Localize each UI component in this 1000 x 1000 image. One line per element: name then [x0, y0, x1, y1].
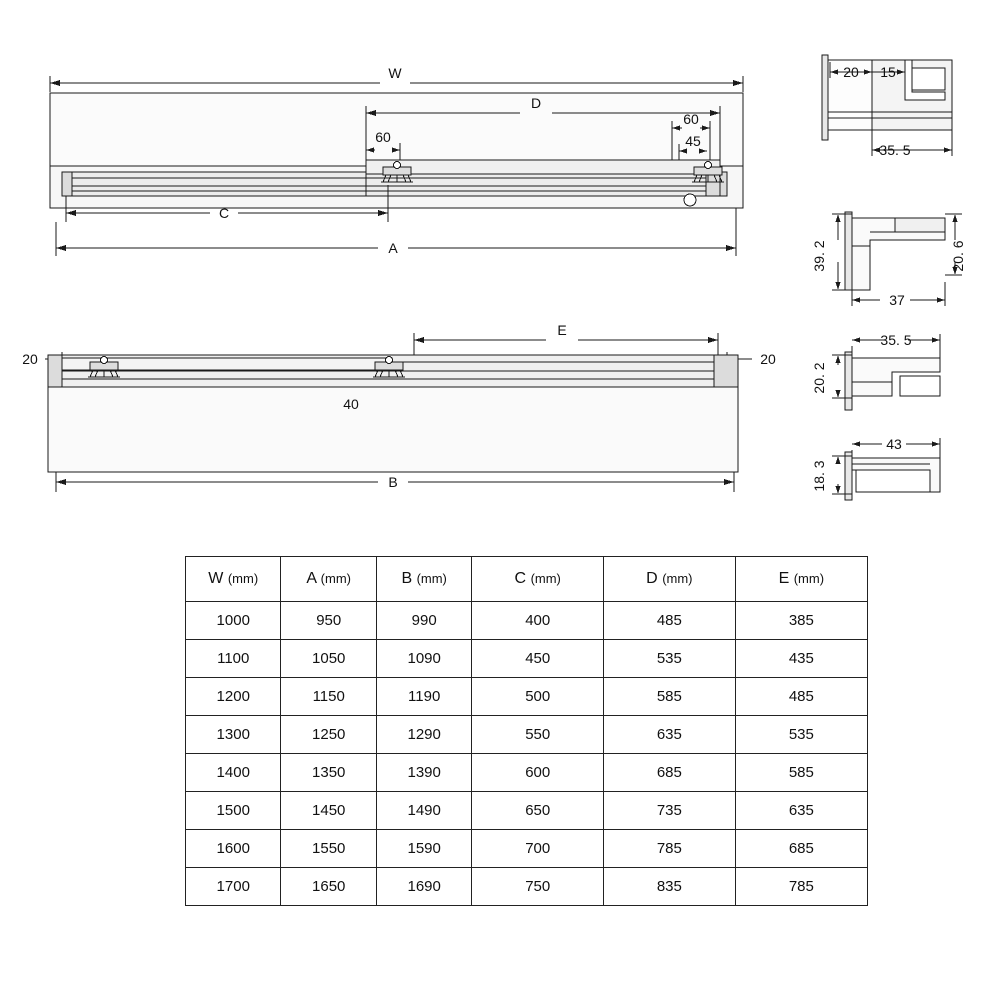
- label-p4-43: 43: [886, 436, 902, 452]
- label-60-left: 60: [375, 129, 391, 145]
- label-B: B: [388, 474, 398, 490]
- header-unit-C: (mm): [530, 571, 561, 586]
- cell-b: 1490: [376, 792, 471, 830]
- cell-b: 1190: [376, 678, 471, 716]
- label-p1-15: 15: [880, 64, 896, 80]
- label-p3-355: 35. 5: [880, 332, 912, 348]
- table-row: [186, 678, 868, 716]
- cell-w: 1300: [186, 716, 281, 754]
- header-E: [735, 557, 867, 602]
- cell-a: 1350: [281, 754, 376, 792]
- table-row: [186, 868, 868, 906]
- cell-c: 700: [472, 830, 604, 868]
- label-p2-37: 37: [889, 292, 905, 308]
- table-row: [186, 602, 868, 640]
- cell-e: 685: [735, 830, 867, 868]
- header-B: [376, 557, 471, 602]
- cell-e: 435: [735, 640, 867, 678]
- header-unit-W: (mm): [227, 571, 259, 586]
- cell-d: 535: [604, 640, 736, 678]
- cell-w: 1400: [186, 754, 281, 792]
- header-letter-W: W: [208, 570, 224, 587]
- label-60-right: 60: [683, 111, 699, 127]
- table-row: [186, 792, 868, 830]
- cell-c: 550: [472, 716, 604, 754]
- label-40: 40: [343, 396, 359, 412]
- cell-d: 835: [604, 868, 736, 906]
- cell-a: 1450: [281, 792, 376, 830]
- header-letter-D: D: [646, 570, 658, 587]
- label-45: 45: [685, 133, 701, 149]
- cell-a: 950: [281, 602, 376, 640]
- label-D: D: [530, 95, 542, 111]
- header-D: [604, 557, 736, 602]
- cell-w: 1700: [186, 868, 281, 906]
- table-header-row: [186, 557, 868, 602]
- cell-a: 1150: [281, 678, 376, 716]
- cell-a: 1250: [281, 716, 376, 754]
- label-C: C: [218, 205, 230, 221]
- label-p3-202: 20. 2: [811, 362, 827, 394]
- cell-b: 990: [376, 602, 471, 640]
- label-p2-206: 20. 6: [950, 240, 966, 272]
- table-row: [186, 830, 868, 868]
- header-unit-D: (mm): [662, 571, 693, 586]
- cell-b: 1390: [376, 754, 471, 792]
- cell-a: 1550: [281, 830, 376, 868]
- label-W: W: [388, 65, 402, 81]
- cell-w: 1200: [186, 678, 281, 716]
- cell-w: 1100: [186, 640, 281, 678]
- cell-w: 1500: [186, 792, 281, 830]
- cell-b: 1090: [376, 640, 471, 678]
- cell-c: 600: [472, 754, 604, 792]
- cell-d: 485: [604, 602, 736, 640]
- header-letter-B: B: [401, 570, 413, 587]
- header-W: [186, 557, 281, 602]
- cell-d: 635: [604, 716, 736, 754]
- header-C: [472, 557, 604, 602]
- cell-c: 500: [472, 678, 604, 716]
- header-unit-B: (mm): [416, 571, 447, 586]
- label-p2-392: 39. 2: [811, 240, 827, 272]
- label-p1-20: 20: [843, 64, 859, 80]
- cell-w: 1600: [186, 830, 281, 868]
- cell-d: 685: [604, 754, 736, 792]
- cell-c: 450: [472, 640, 604, 678]
- cell-e: 485: [735, 678, 867, 716]
- table-row: [186, 754, 868, 792]
- cell-w: 1000: [186, 602, 281, 640]
- label-20-left: 20: [22, 351, 38, 367]
- header-letter-C: C: [514, 570, 527, 587]
- label-A: A: [388, 240, 398, 256]
- cell-c: 750: [472, 868, 604, 906]
- cell-b: 1290: [376, 716, 471, 754]
- header-letter-A: A: [306, 570, 317, 587]
- table-row: [186, 716, 868, 754]
- cell-a: 1650: [281, 868, 376, 906]
- header-letter-E: E: [778, 570, 790, 587]
- header-unit-E: (mm): [793, 571, 825, 586]
- cell-e: 635: [735, 792, 867, 830]
- cell-d: 735: [604, 792, 736, 830]
- cell-e: 385: [735, 602, 867, 640]
- cell-b: 1590: [376, 830, 471, 868]
- label-E: E: [557, 322, 567, 338]
- cell-d: 585: [604, 678, 736, 716]
- cell-e: 535: [735, 716, 867, 754]
- cell-b: 1690: [376, 868, 471, 906]
- cell-d: 785: [604, 830, 736, 868]
- table-row: [186, 640, 868, 678]
- dimension-table: [185, 556, 868, 906]
- label-20-right: 20: [760, 351, 776, 367]
- header-A: [281, 557, 376, 602]
- label-p1-355: 35. 5: [879, 142, 911, 158]
- cell-e: 785: [735, 868, 867, 906]
- cell-c: 400: [472, 602, 604, 640]
- label-p4-183: 18. 3: [811, 460, 827, 492]
- cell-e: 585: [735, 754, 867, 792]
- header-unit-A: (mm): [320, 571, 351, 586]
- cell-a: 1050: [281, 640, 376, 678]
- cell-c: 650: [472, 792, 604, 830]
